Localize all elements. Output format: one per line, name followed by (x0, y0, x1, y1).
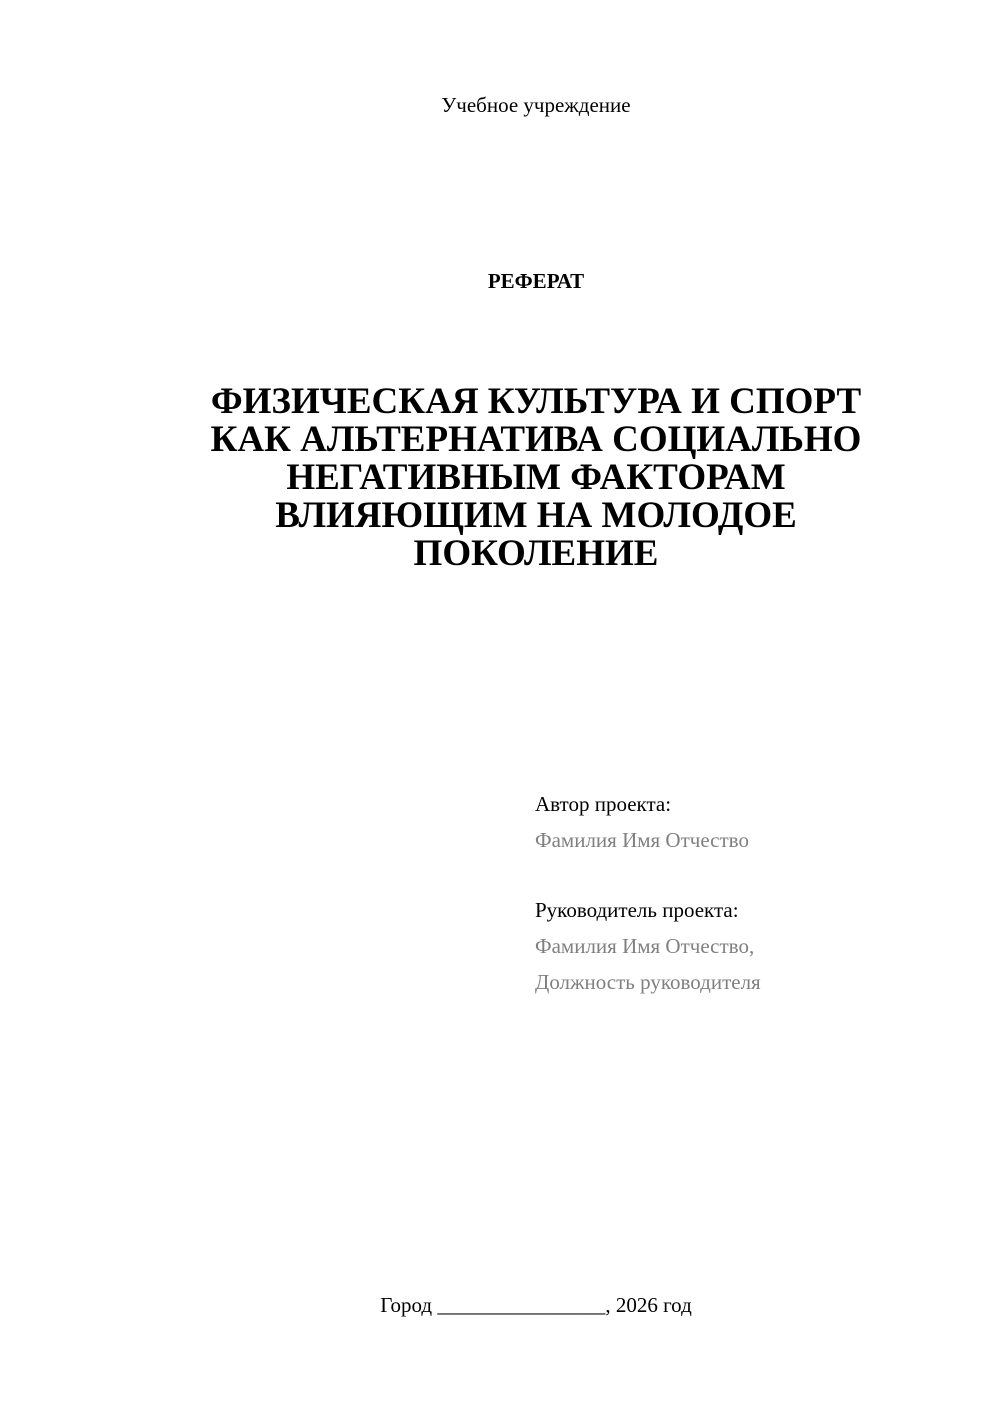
title-line-1: ФИЗИЧЕСКАЯ КУЛЬТУРА И СПОРТ (210, 381, 862, 422)
title-line-3: НЕГАТИВНЫМ ФАКТОРАМ (286, 457, 786, 498)
title-line-2: КАК АЛЬТЕРНАТИВА СОЦИАЛЬНО (210, 419, 862, 460)
author-label: Автор проекта: (535, 792, 672, 816)
supervisor-label: Руководитель проекта: (535, 898, 739, 922)
supervisor-name-placeholder: Фамилия Имя Отчество, (535, 934, 755, 958)
author-block (535, 786, 975, 858)
title-line-4: ВЛИЯЮЩИМ НА МОЛОДОЕ (275, 495, 797, 536)
city-year-footer: Город ________________, 2026 год (380, 1293, 692, 1317)
supervisor-position-placeholder: Должность руководителя (535, 970, 761, 994)
author-name-placeholder: Фамилия Имя Отчество (535, 828, 749, 852)
supervisor-block (535, 892, 975, 1000)
document-title (150, 383, 922, 573)
institution-name: Учебное учреждение (441, 93, 631, 117)
document-type: РЕФЕРАТ (487, 269, 585, 293)
title-line-5: ПОКОЛЕНИЕ (413, 533, 659, 574)
